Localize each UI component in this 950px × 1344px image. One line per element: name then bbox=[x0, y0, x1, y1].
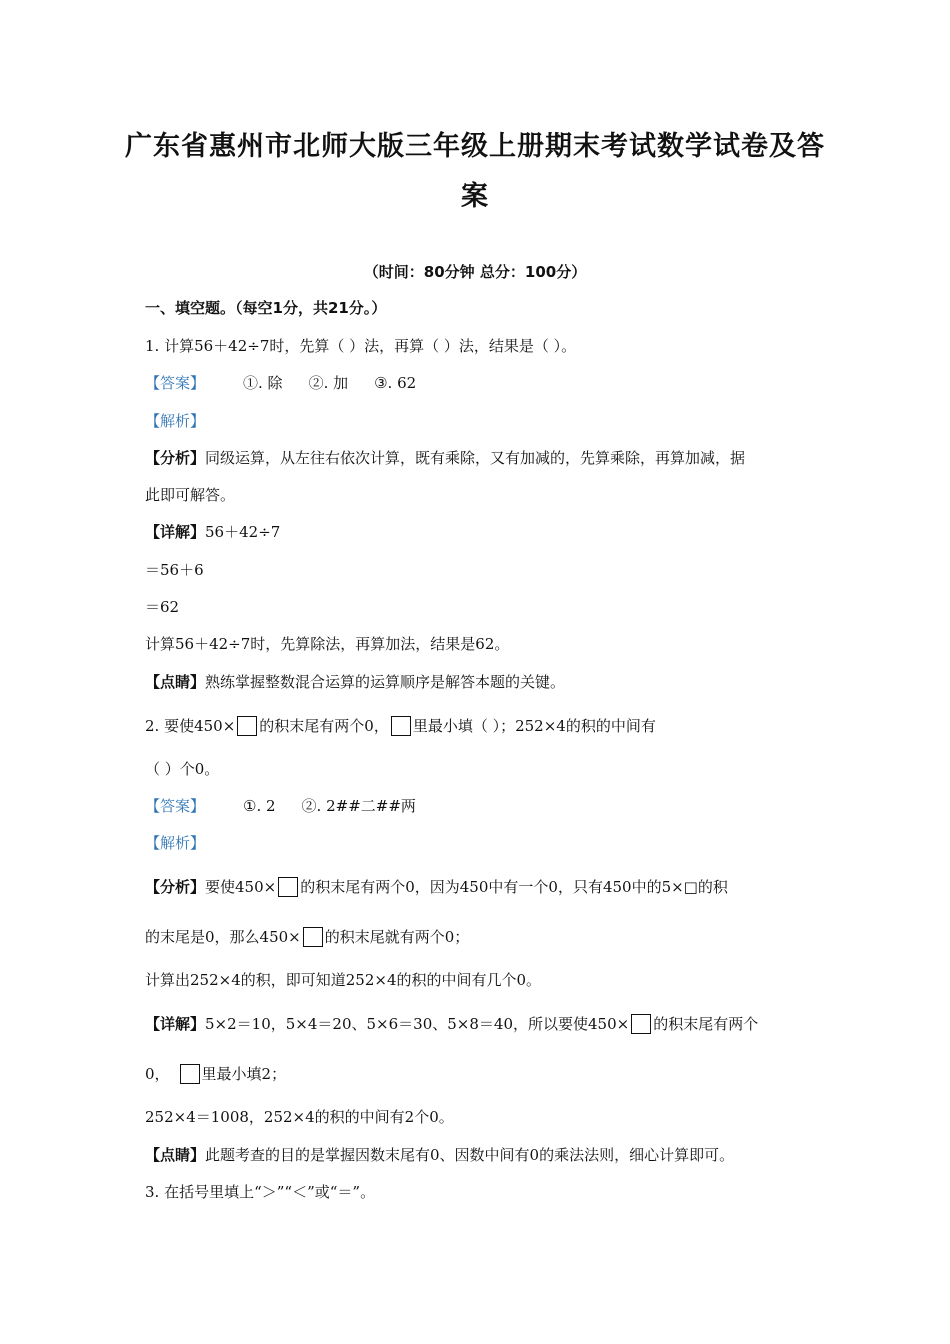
dianjing-text: 熟练掌握整数混合运算的运算顺序是解答本题的关键。 bbox=[205, 673, 566, 691]
q1-detail-line-4: 计算56＋42÷7时，先算除法，再算加法，结果是62。 bbox=[145, 635, 510, 653]
q1-analysis-line-2: 此即可解答。 bbox=[145, 486, 236, 504]
answer-tag: 【答案】 bbox=[145, 374, 206, 392]
q2-answer-row bbox=[145, 796, 825, 816]
dianjing-text: 此题考查的目的是掌握因数末尾有0、因数中间有0的乘法法则，细心计算即可。 bbox=[205, 1146, 735, 1164]
jiexi-tag: 【解析】 bbox=[145, 834, 206, 852]
q2-detail-line-2 bbox=[145, 1064, 825, 1084]
section-heading: 一、填空题。（每空1分，共21分。） bbox=[145, 299, 387, 317]
answer-item: ③. 62 bbox=[374, 374, 417, 392]
dianjing-tag: 【点睛】 bbox=[145, 673, 206, 691]
q2-analysis-line-1 bbox=[145, 877, 825, 897]
q2-detail-line-3: 252×4＝1008，252×4的积的中间有2个0。 bbox=[145, 1108, 454, 1126]
analysis-text: 同级运算，从左往右依次计算，既有乘除，又有加减的，先算乘除，再算加减，据 bbox=[205, 449, 746, 467]
xiangjie-tag: 【详解】 bbox=[145, 1015, 206, 1033]
answer-item: ①. 除 bbox=[243, 374, 283, 392]
q1-detail-line-3: ＝62 bbox=[145, 598, 180, 616]
exam-info: （时间：80分钟 总分：100分） bbox=[363, 263, 587, 281]
q3-stem: 3. 在括号里填上“＞”“＜”或“＝”。 bbox=[145, 1183, 376, 1201]
answer-item: ②. 2##二##两 bbox=[301, 797, 416, 815]
detail-text: 的积末尾有两个 bbox=[653, 1015, 759, 1033]
blank-box bbox=[237, 716, 257, 736]
detail-text: 5×2＝10，5×4＝20、5×6＝30、5×8＝40，所以要使450× bbox=[205, 1015, 630, 1033]
fenxi-tag: 【分析】 bbox=[145, 449, 206, 467]
q2-stem-text: 里最小填（ ）；252×4的积的中间有 bbox=[412, 717, 656, 735]
analysis-text: 要使450× bbox=[205, 878, 277, 896]
blank-box bbox=[303, 927, 323, 947]
xiangjie-tag: 【详解】 bbox=[145, 523, 206, 541]
answer-item: ②. 加 bbox=[308, 374, 349, 392]
q1-dianjing bbox=[145, 672, 825, 692]
detail-text: 里最小填2； bbox=[201, 1065, 287, 1083]
detail-text: 56＋42÷7 bbox=[205, 523, 281, 541]
fenxi-tag: 【分析】 bbox=[145, 878, 206, 896]
answer-tag: 【答案】 bbox=[145, 797, 206, 815]
q2-stem-text: 2. 要使450× bbox=[145, 717, 236, 735]
jiexi-tag: 【解析】 bbox=[145, 412, 206, 430]
q2-analysis-line-3: 计算出252×4的积，即可知道252×4的积的中间有几个0。 bbox=[145, 971, 542, 989]
analysis-text: 的积末尾就有两个0； bbox=[324, 928, 470, 946]
q1-analysis-line-1 bbox=[145, 448, 825, 468]
analysis-text: 的末尾是0，那么450× bbox=[145, 928, 301, 946]
q2-detail-line-1 bbox=[145, 1014, 825, 1034]
detail-text: 0， bbox=[145, 1065, 170, 1083]
q1-stem: 1. 计算56＋42÷7时，先算（ ）法，再算（ ）法，结果是（ ）。 bbox=[145, 337, 577, 355]
q2-stem-line-1 bbox=[145, 716, 825, 736]
q2-stem-text: 的积末尾有两个0， bbox=[259, 717, 389, 735]
document-title-line-2: 案 bbox=[461, 181, 489, 212]
analysis-text: 的积末尾有两个0，因为450中有一个0，只有450中的5×□的积 bbox=[300, 878, 728, 896]
q1-detail-line-2: ＝56＋6 bbox=[145, 561, 204, 579]
blank-box bbox=[391, 716, 411, 736]
q1-answer-row bbox=[145, 373, 825, 393]
dianjing-tag: 【点睛】 bbox=[145, 1146, 206, 1164]
blank-box bbox=[278, 877, 298, 897]
q2-dianjing bbox=[145, 1145, 825, 1165]
blank-box bbox=[180, 1064, 200, 1084]
blank-box bbox=[631, 1014, 651, 1034]
q2-stem-line-2: （ ）个0。 bbox=[145, 760, 220, 778]
q1-detail-line-1 bbox=[145, 522, 825, 542]
document-title-line-1: 广东省惠州市北师大版三年级上册期末考试数学试卷及答 bbox=[125, 131, 825, 162]
q2-analysis-line-2 bbox=[145, 927, 825, 947]
answer-item: ①. 2 bbox=[243, 797, 276, 815]
